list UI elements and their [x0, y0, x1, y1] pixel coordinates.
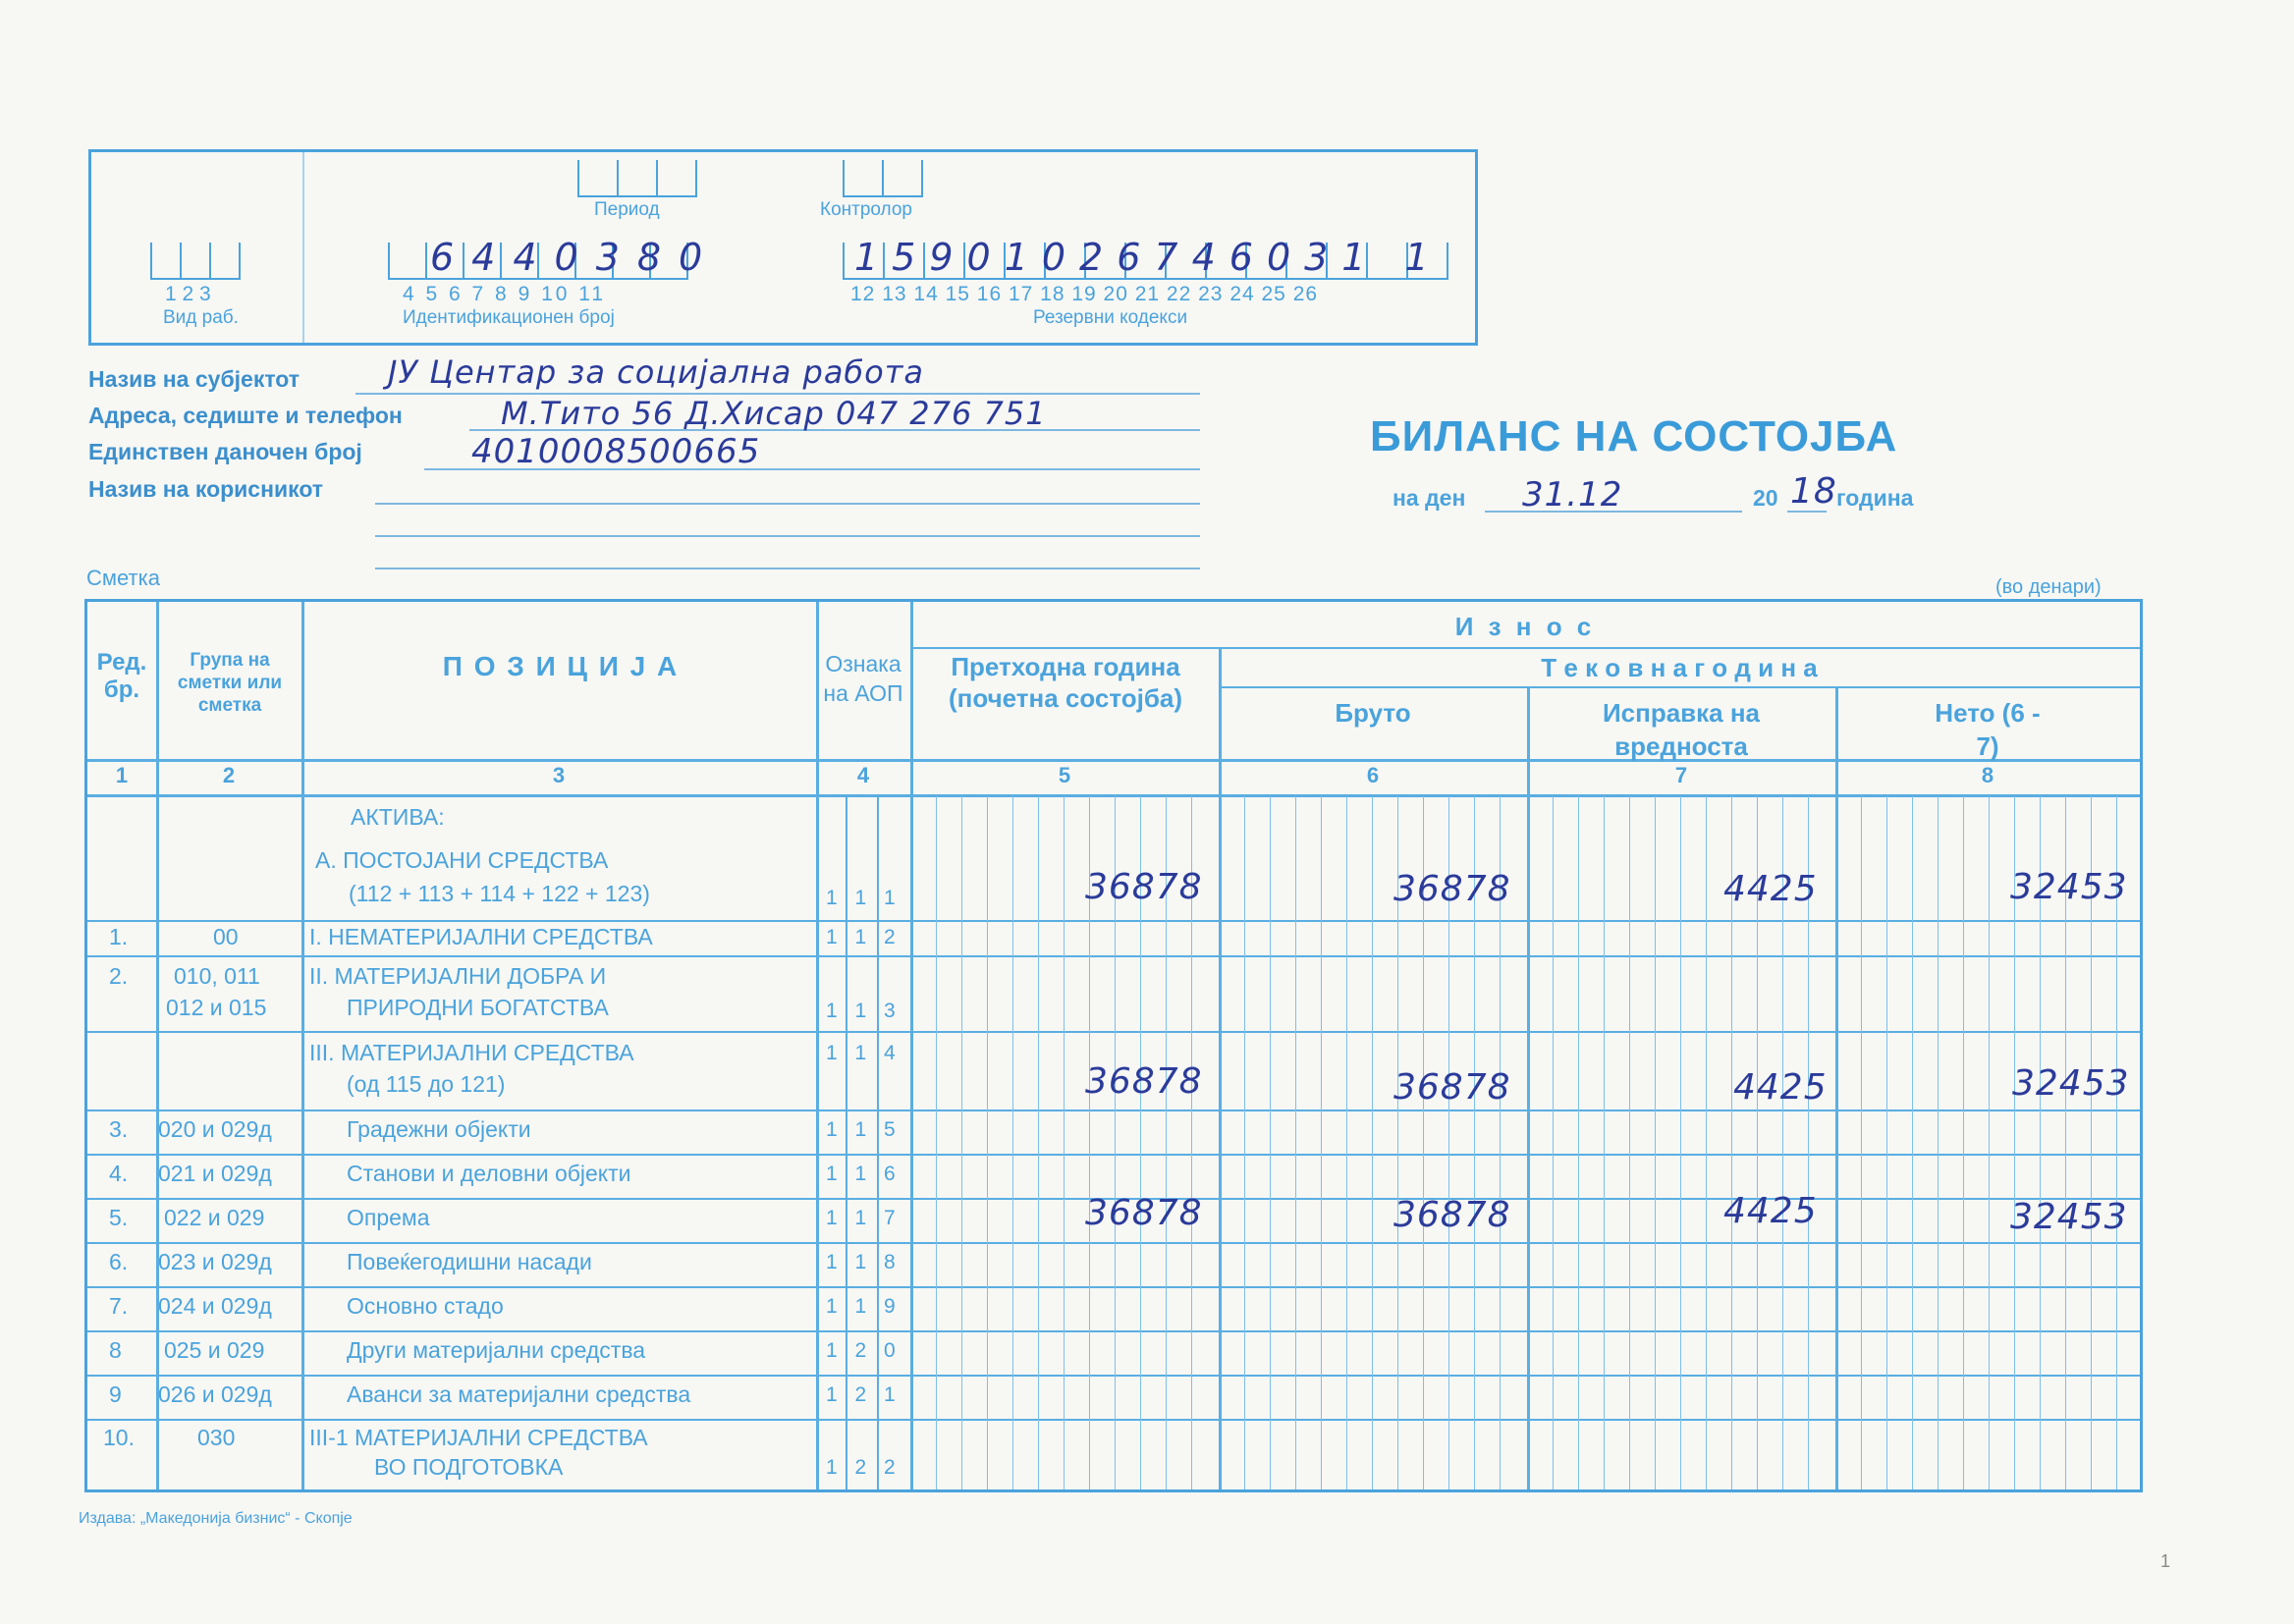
- year-suffix: година: [1836, 485, 1914, 511]
- header-adjustment: Исправка на вредноста: [1602, 698, 1761, 761]
- row-6-position: Опрема: [347, 1205, 430, 1230]
- row-8-number: 7.: [109, 1293, 129, 1319]
- colnum-5: 5: [1058, 763, 1071, 787]
- header-row-number: Ред. бр.: [96, 649, 147, 703]
- row-1-aop: 1 1 2: [826, 926, 901, 948]
- colnum-4: 4: [856, 763, 870, 787]
- currency-note: (во денари): [1995, 576, 2102, 598]
- reserve-code-digits: 12 13 14 15 16 17 18 19 20 21 22 23 24 25 26: [850, 283, 1319, 305]
- work-type-digits: 1 2 3: [165, 283, 211, 305]
- digit-gridline: [1244, 796, 1245, 1489]
- user-name-line-3[interactable]: [375, 568, 1200, 569]
- row-6-adjustment[interactable]: 4425: [1723, 1191, 1818, 1231]
- colnum-6: 6: [1366, 763, 1380, 787]
- subject-name-value[interactable]: ЈУ Центар за социјална работа: [388, 353, 924, 391]
- row-5-number: 4.: [109, 1161, 129, 1186]
- row-11-group: 030: [197, 1425, 236, 1450]
- row-4-position: Градежни објекти: [347, 1116, 531, 1142]
- user-name-line-1[interactable]: [375, 503, 1200, 505]
- row-3-net[interactable]: 32453: [2012, 1063, 2130, 1104]
- id-number-digits: 4 5 6 7 8 9 10 11: [403, 283, 607, 305]
- address-label: Адреса, седиште и телефон: [88, 403, 403, 428]
- digit-gridline: [1604, 796, 1605, 1489]
- row-0-position-1: АКТИВА:: [351, 804, 445, 830]
- year-prefix: 20: [1753, 485, 1778, 511]
- header-amount: И з н о с: [1454, 612, 1596, 641]
- header-current-year: Т е к о в н а г о д и н а: [1541, 653, 1818, 682]
- row-0-net[interactable]: 32453: [2010, 867, 2128, 907]
- controller-label: Контролор: [820, 199, 912, 220]
- row-11-position-1: III-1 МАТЕРИЈАЛНИ СРЕДСТВА: [309, 1425, 648, 1450]
- reserve-code-value[interactable]: 15901026746031 1: [854, 236, 1443, 279]
- digit-gridline: [1629, 796, 1630, 1489]
- period-label: Период: [594, 199, 660, 220]
- row-6-previous-year[interactable]: 36878: [1085, 1193, 1203, 1233]
- user-name-label: Назив на корисникот: [88, 476, 324, 502]
- row-0-position-3: (112 + 113 + 114 + 122 + 123): [349, 881, 650, 906]
- row-7-group: 023 и 029д: [158, 1249, 272, 1274]
- row-7-position: Повеќегодишни насади: [347, 1249, 592, 1274]
- row-2-aop: 1 1 3: [826, 1000, 901, 1022]
- colnum-2: 2: [222, 763, 236, 787]
- row-10-position: Аванси за материјални средства: [347, 1381, 691, 1407]
- id-number-label: Идентификационен број: [403, 307, 615, 328]
- row-3-aop: 1 1 4: [826, 1042, 901, 1064]
- digit-gridline: [1912, 796, 1913, 1489]
- row-6-number: 5.: [109, 1205, 129, 1230]
- reserve-code-label: Резервни кодекси: [1033, 307, 1188, 328]
- controller-cells[interactable]: [843, 160, 923, 197]
- row-1-position: I. НЕМАТЕРИЈАЛНИ СРЕДСТВА: [309, 924, 653, 949]
- row-5-aop: 1 1 6: [826, 1163, 901, 1185]
- account-label: Сметка: [86, 566, 160, 590]
- period-cells[interactable]: [577, 160, 697, 197]
- header-aop: Ознака на АОП: [823, 651, 903, 706]
- colnum-7: 7: [1674, 763, 1688, 787]
- header-account-group: Група на сметки или сметка: [177, 650, 283, 716]
- row-3-gross[interactable]: 36878: [1393, 1067, 1511, 1108]
- digit-gridline: [1346, 796, 1347, 1489]
- row-4-aop: 1 1 5: [826, 1118, 901, 1141]
- row-2-number: 2.: [109, 963, 129, 989]
- header-previous-year: Претходна година (почетна состојба): [948, 652, 1183, 713]
- tax-number-label: Единствен даночен број: [88, 439, 362, 464]
- row-1-number: 1.: [109, 924, 129, 949]
- address-value[interactable]: М.Тито 56 Д.Хисар 047 276 751: [501, 395, 1047, 432]
- row-3-previous-year[interactable]: 36878: [1085, 1061, 1203, 1102]
- row-8-group: 024 и 029д: [158, 1293, 272, 1319]
- row-7-number: 6.: [109, 1249, 129, 1274]
- row-11-number: 10.: [103, 1425, 135, 1450]
- row-6-gross[interactable]: 36878: [1393, 1195, 1511, 1235]
- work-type-cells[interactable]: [150, 243, 241, 280]
- digit-gridline: [1012, 796, 1013, 1489]
- row-0-previous-year[interactable]: 36878: [1085, 867, 1203, 907]
- row-6-net[interactable]: 32453: [2010, 1197, 2128, 1237]
- header-position: П О З И Ц И Ј А: [442, 651, 680, 681]
- digit-gridline: [1038, 796, 1039, 1489]
- user-name-line-2[interactable]: [375, 535, 1200, 537]
- document-title: БИЛАНС НА СОСТОЈБА: [1370, 412, 1898, 460]
- row-11-aop: 1 2 2: [826, 1456, 901, 1479]
- row-3-position-2: (од 115 до 121): [347, 1071, 506, 1097]
- digit-gridline: [1321, 796, 1322, 1489]
- row-6-group: 022 и 029: [164, 1205, 265, 1230]
- row-10-group: 026 и 029д: [158, 1381, 272, 1407]
- page-number: 1: [2160, 1551, 2171, 1571]
- date-prefix: на ден: [1393, 485, 1466, 511]
- row-5-group: 021 и 029д: [158, 1161, 272, 1186]
- publisher-note: Издава: „Македонија бизнис“ - Скопје: [79, 1510, 353, 1527]
- row-6-aop: 1 1 7: [826, 1207, 901, 1229]
- digit-gridline: [1886, 796, 1887, 1489]
- id-number-value[interactable]: 6440380: [430, 236, 721, 279]
- digit-gridline: [1861, 796, 1862, 1489]
- digit-gridline: [936, 796, 937, 1489]
- row-11-position-2: ВО ПОДГОТОВКА: [374, 1454, 564, 1480]
- digit-gridline: [1680, 796, 1681, 1489]
- row-8-position: Основно стадо: [347, 1293, 504, 1319]
- header-gross: Бруто: [1335, 698, 1411, 728]
- row-2-group-2: 012 и 015: [166, 995, 267, 1020]
- row-0-gross[interactable]: 36878: [1393, 869, 1511, 909]
- subject-name-label: Назив на субјектот: [88, 366, 300, 392]
- row-2-position-1: II. МАТЕРИЈАЛНИ ДОБРА И: [309, 963, 607, 989]
- digit-gridline: [1295, 796, 1296, 1489]
- row-3-position-1: III. МАТЕРИЈАЛНИ СРЕДСТВА: [309, 1040, 634, 1065]
- row-2-group: 010, 011: [174, 963, 260, 989]
- digit-gridline: [1989, 796, 1990, 1489]
- row-9-number: 8: [109, 1337, 122, 1363]
- row-0-position-2: А. ПОСТОЈАНИ СРЕДСТВА: [315, 847, 609, 873]
- digit-gridline: [961, 796, 962, 1489]
- row-0-aop: 1 1 1: [826, 887, 901, 909]
- row-4-number: 3.: [109, 1116, 129, 1142]
- date-value[interactable]: 31.12: [1522, 475, 1623, 514]
- digit-gridline: [1655, 796, 1656, 1489]
- row-10-aop: 1 2 1: [826, 1383, 901, 1406]
- row-5-position: Станови и деловни објекти: [347, 1161, 631, 1186]
- row-9-aop: 1 2 0: [826, 1339, 901, 1362]
- digit-gridline: [1372, 796, 1373, 1489]
- row-1-group: 00: [213, 924, 239, 949]
- work-type-label: Вид раб.: [163, 307, 239, 328]
- digit-gridline: [1553, 796, 1554, 1489]
- row-9-position: Други материјални средства: [347, 1337, 646, 1363]
- row-8-aop: 1 1 9: [826, 1295, 901, 1318]
- digit-gridline: [1578, 796, 1579, 1489]
- digit-gridline: [1938, 796, 1939, 1489]
- digit-gridline: [987, 796, 988, 1489]
- digit-gridline: [1963, 796, 1964, 1489]
- colnum-3: 3: [552, 763, 566, 787]
- row-7-aop: 1 1 8: [826, 1251, 901, 1273]
- row-0-adjustment[interactable]: 4425: [1723, 869, 1818, 909]
- digit-gridline: [1706, 796, 1707, 1489]
- tax-number-value[interactable]: 4010008500665: [471, 432, 761, 471]
- header-net: Нето (6 - 7): [1935, 698, 2041, 761]
- row-10-number: 9: [109, 1381, 122, 1407]
- row-4-group: 020 и 029д: [158, 1116, 272, 1142]
- balance-table: [84, 599, 2143, 1492]
- row-3-adjustment[interactable]: 4425: [1733, 1067, 1828, 1108]
- row-2-position-2: ПРИРОДНИ БОГАТСТВА: [347, 995, 609, 1020]
- row-9-group: 025 и 029: [164, 1337, 265, 1363]
- digit-gridline: [1270, 796, 1271, 1489]
- colnum-1: 1: [115, 763, 129, 787]
- digit-gridline: [1064, 796, 1065, 1489]
- colnum-8: 8: [1981, 763, 1994, 787]
- year-value[interactable]: 18: [1790, 471, 1837, 512]
